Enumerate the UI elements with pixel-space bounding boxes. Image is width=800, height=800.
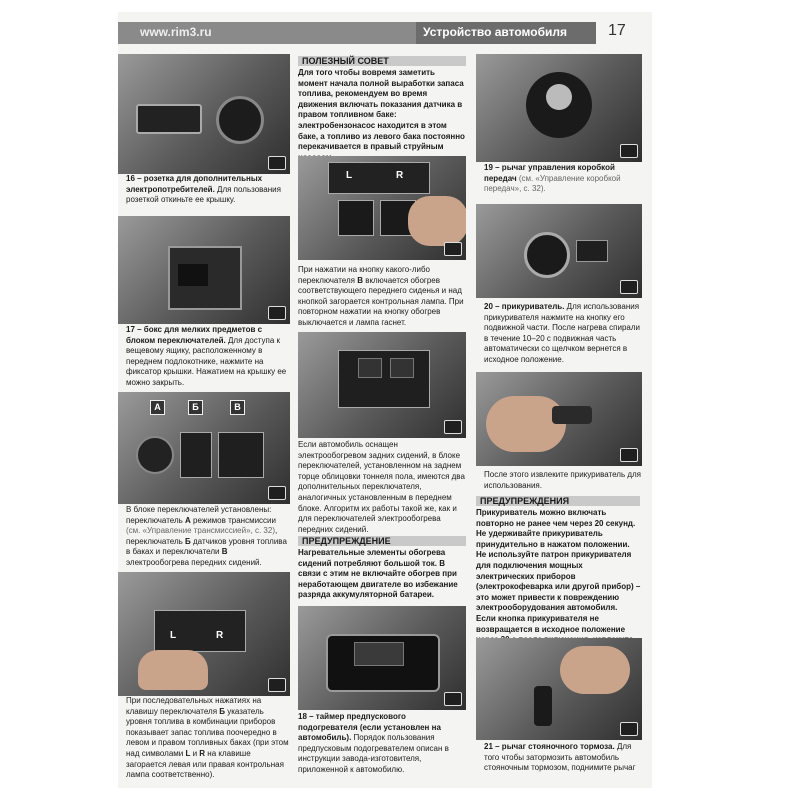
caption-switch-block: В блоке переключателей установлены: переключатель А режимов трансмиссии (см. «Управление трансмиссией», с. 32), переключатель Б датчиков уровня топлива в баках и переключатели В электрообогрева передних сидений. — [126, 505, 287, 567]
manual-page — [118, 12, 652, 788]
section-title: Устройство автомобиля — [423, 25, 567, 39]
caption-seat-heat: При нажатии на кнопку какого-либо переключателя В включается обогрев соответствующего переднего сиденья и над кнопкой загорается контрольная лампа. При повторном нажатии на кнопку обогрев выключается и лампа гаснет. — [298, 265, 464, 327]
photo-rear-switches — [298, 332, 466, 438]
camera-icon — [620, 722, 638, 736]
label-tag-b: Б — [188, 400, 203, 415]
camera-icon — [268, 306, 286, 320]
camera-icon — [444, 242, 462, 256]
caption-rear-switches: Если автомобиль оснащен электрообогревом задних сидений, в блоке переключателей, установленном на заднем торце облицовки тоннеля пола, имеются два дополнительных переключателя, аналогичных установленным в переднем блоке. Алгоритм их работы такой же, как и для переключателей электрообогрева передних сидений. — [298, 440, 465, 534]
warning-item: Не удерживайте прикуриватель принудительно в нажатом положении. — [476, 529, 630, 549]
fuel-l-label: L — [170, 630, 177, 641]
photo-socket — [118, 54, 290, 174]
fuel-r-label: R — [216, 630, 224, 641]
camera-icon — [620, 280, 638, 294]
warning-item: Прикуриватель можно включать повторно не ранее чем через 20 секунд. — [476, 508, 636, 528]
warnings-heading: ПРЕДУПРЕЖДЕНИЯ — [476, 496, 640, 506]
site-url[interactable]: www.rim3.ru — [140, 25, 212, 39]
camera-icon — [444, 420, 462, 434]
photo-timer — [298, 606, 466, 710]
caption-21: 21 – рычаг стояночного тормоза. Для того чтобы затормозить автомобиль стояночным тормозом, поднимите рычаг — [484, 742, 636, 773]
camera-icon — [620, 144, 638, 158]
btn-r-label: R — [396, 170, 404, 181]
photo-switch-block — [118, 392, 290, 504]
photo-gear-lever — [476, 54, 642, 162]
warning-item: Не используйте патрон прикуривателя для подключения мощных электрических приборов (электрокофеварка или другой прибор) – это может привести к повреждению электрооборудования автомобиля. — [476, 550, 641, 613]
tip-body: Для того чтобы вовремя заметить момент начала полной выработки запаса топлива, рекомендуем во время движения включать показания датчика в правом топливном баке: электробензонасос находится в этом баке, а топливо из левого бака постоянно перекачивается в правый струйным — [298, 68, 465, 152]
caption-17: 17 – бокс для мелких предметов с блоком переключателей. Для доступа к вещевому ящику, расположенному в переднем подлокотнике, нажмите на фиксатор крышки. Нажатием на крышку ее можно закрыть. — [126, 325, 287, 387]
photo-lighter-remove — [476, 372, 642, 466]
tip-heading: ПОЛЕЗНЫЙ СОВЕТ — [298, 56, 466, 66]
camera-icon — [268, 678, 286, 692]
camera-icon — [268, 156, 286, 170]
btn-l-label: L — [346, 170, 353, 181]
caption-fuel-switch: При последовательных нажатиях на клавишу переключателя Б указатель уровня топлива в комбинации приборов показывает запас топлива поочередно в левом и правом топливных баках (при этом над символами L и R на клавише загорается левая или правая контрольная лампа соответственно). — [126, 696, 289, 780]
caption-18: 18 – таймер предпускового подогревателя (если установлен на автомобиль). Порядок пользования предпусковым подогревателем описан в инструкции завода-изготовителя, приложенной к автомобилю. — [298, 712, 449, 774]
caption-remove: После этого извлеките прикуриватель для использования. — [484, 470, 642, 490]
label-tag-v: В — [230, 400, 245, 415]
caption-20: 20 – прикуриватель. Для использования прикуривателя нажмите на кнопку его подвижной части. После нагрева спирали в течение 10–20 с подвижная часть автоматически со щелчком вернется в исходное положение. — [484, 302, 640, 364]
caption-19: 19 – рычаг управления коробкой передач (см. «Управление коробкой передач», с. 32). — [484, 163, 621, 194]
page-number: 17 — [608, 22, 626, 39]
label-tag-a: A — [150, 400, 165, 415]
caption-16: 16 – розетка для дополнительных электропотребителей. Для пользования розеткой откиньте ее крышку. — [126, 174, 281, 205]
warning-item: Если кнопка прикуривателя не возвращается в исходное положение — [476, 613, 626, 634]
page-header — [118, 12, 652, 52]
photo-lighter — [476, 204, 642, 298]
photo-handbrake — [476, 638, 642, 740]
warning-body: Нагревательные элементы обогрева сидений потребляют большой ток. В связи с этим не включайте обогрев при неработающем двигателе во избежание разряда аккумуляторной батареи. — [298, 548, 458, 600]
photo-fuel-switch — [118, 572, 290, 696]
camera-icon — [620, 448, 638, 462]
camera-icon — [444, 692, 462, 706]
photo-box — [118, 216, 290, 324]
warning-heading: ПРЕДУПРЕЖДЕНИЕ — [298, 536, 466, 546]
photo-seat-heat — [298, 156, 466, 260]
camera-icon — [268, 486, 286, 500]
